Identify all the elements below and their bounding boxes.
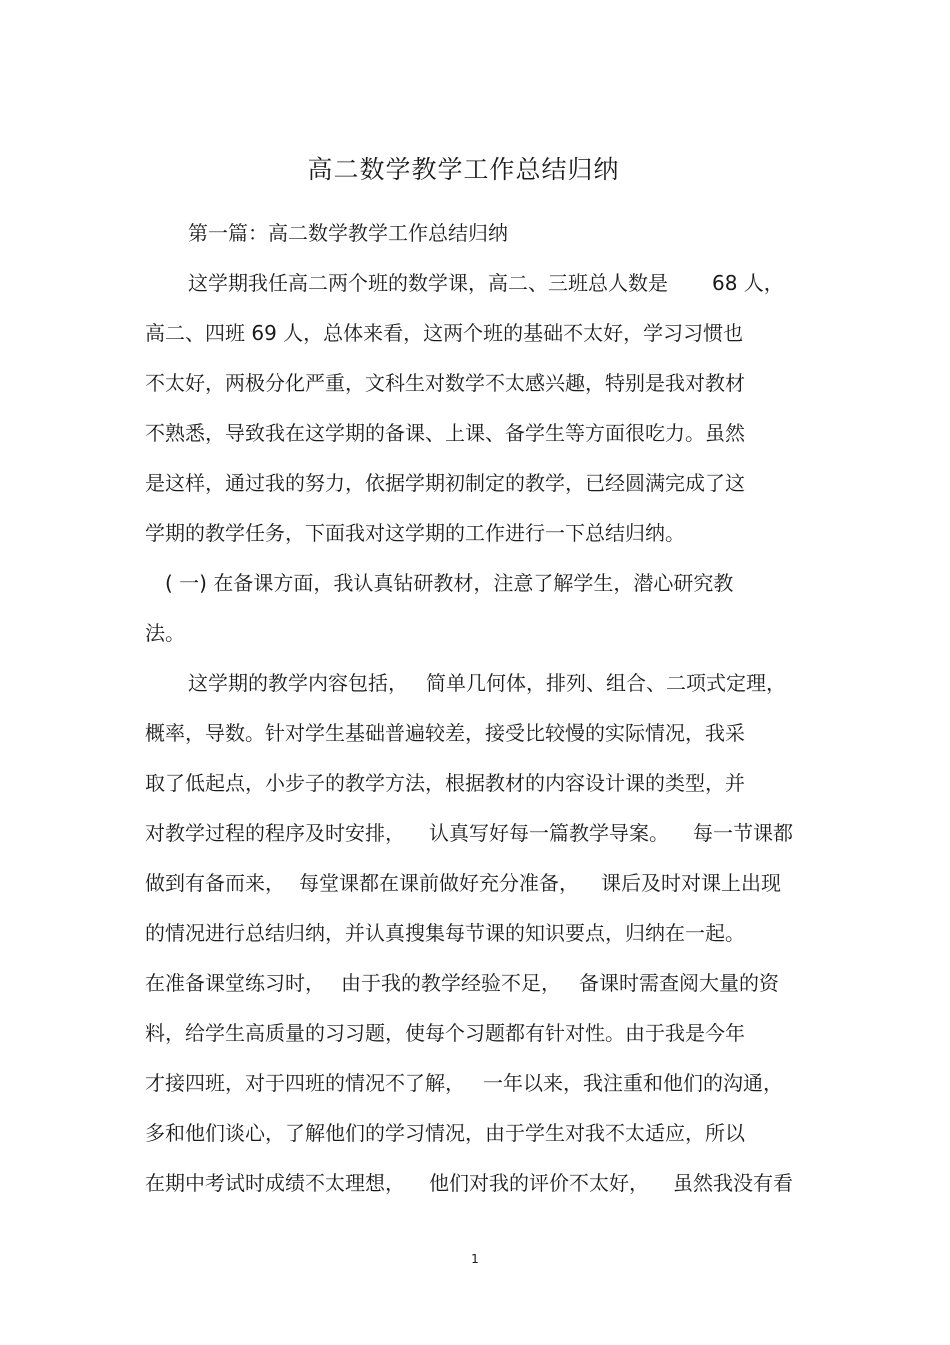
paragraph-line [188, 268, 784, 298]
paragraph-line [188, 668, 786, 698]
paragraph-line [145, 1168, 793, 1198]
text-span: 对教学过程的程序及时安排， [145, 821, 405, 845]
text-span: 在准备课堂练习时， [145, 971, 325, 995]
paragraph-line [145, 1068, 783, 1098]
paragraph-line [145, 868, 781, 898]
text-span: 做到有备而来， [145, 871, 285, 895]
paragraph-line: 不熟悉，导致我在这学期的备课、上课、备学生等方面很吃力。虽然 [145, 421, 745, 445]
paragraph-line: 多和他们谈心，了解他们的学习情况，由于学生对我不太适应，所以 [145, 1121, 745, 1145]
paragraph-line: 高二、四班 69 人，总体来看，这两个班的基础不太好，学习习惯也 [145, 321, 744, 345]
paragraph-line: 取了低起点，小步子的教学方法，根据教材的内容设计课的类型，并 [145, 771, 745, 795]
text-span: 虽然我没有看 [673, 1171, 793, 1195]
paragraph-line: 料，给学生高质量的习习题，使每个习题都有针对性。由于我是今年 [145, 1021, 745, 1045]
text-span: 这学期的教学内容包括， [188, 671, 408, 695]
text-span: 这学期我任高二两个班的数学课，高二、三班总人数是 [188, 271, 668, 295]
text-span: 简单几何体，排列、组合、二项式定理， [426, 671, 786, 695]
text-span: 由于我的教学经验不足， [341, 971, 561, 995]
text-span: 课后及时对课上出现 [601, 871, 781, 895]
page-number: 1 [471, 1252, 479, 1266]
paragraph-line: 的情况进行总结归纳，并认真搜集每节课的知识要点，归纳在一起。 [145, 921, 745, 945]
text-span: 他们对我的评价不太好， [429, 1171, 649, 1195]
paragraph-line: ( 一) 在备课方面，我认真钻研教材，注意了解学生，潜心研究教 [165, 571, 734, 595]
text-span: 认真写好每一篇教学导案。 [429, 821, 669, 845]
text-span: 每堂课都在课前做好充分准备， [299, 871, 579, 895]
paragraph-line: 法。 [145, 621, 185, 645]
text-span: 一年以来，我注重和他们的沟通， [483, 1071, 783, 1095]
text-span: 备课时需查阅大量的资 [579, 971, 779, 995]
section-heading: 第一篇：高二数学教学工作总结归纳 [188, 221, 508, 245]
paragraph-line [145, 968, 779, 998]
paragraph-line: 学期的教学任务，下面我对这学期的工作进行一下总结归纳。 [145, 521, 685, 545]
paragraph-line: 不太好，两极分化严重，文科生对数学不太感兴趣，特别是我对教材 [145, 371, 745, 395]
text-span: 68 人， [712, 271, 784, 295]
paragraph-line [145, 818, 793, 848]
text-span: 每一节课都 [693, 821, 793, 845]
text-span: 在期中考试时成绩不太理想， [145, 1171, 405, 1195]
paragraph-line: 是这样，通过我的努力，依据学期初制定的教学，已经圆满完成了这 [145, 471, 745, 495]
paragraph-line: 概率，导数。针对学生基础普遍较差，接受比较慢的实际情况，我采 [145, 721, 745, 745]
page-title: 高二数学教学工作总结归纳 [307, 155, 620, 184]
text-span: 才接四班，对于四班的情况不了解， [145, 1071, 465, 1095]
